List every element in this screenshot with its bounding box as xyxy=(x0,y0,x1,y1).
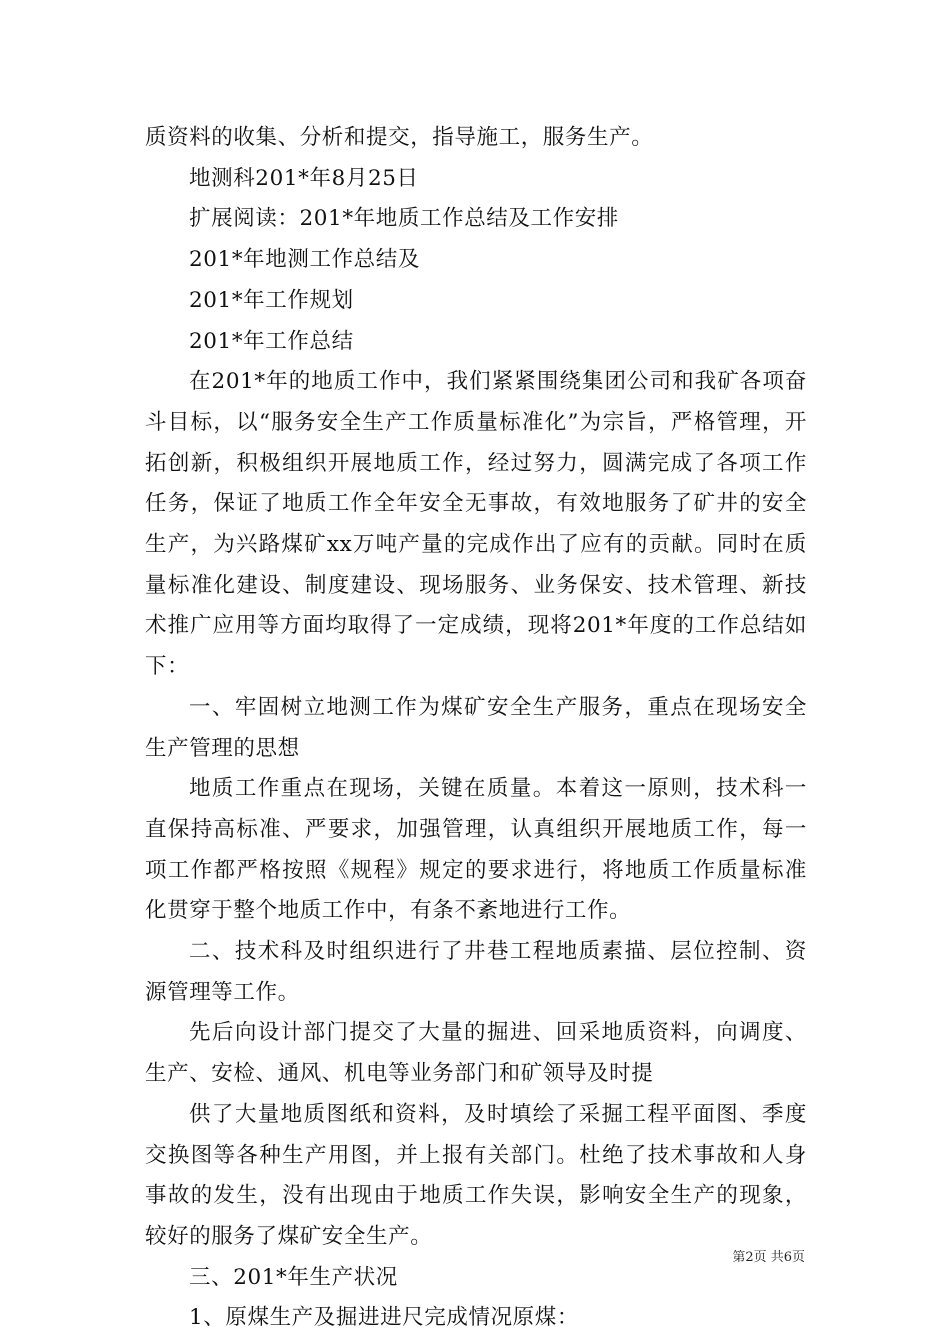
paragraph-section-2-heading: 二、技术科及时组织进行了井巷工程地质素描、层位控制、资源管理等工作。 xyxy=(145,939,807,1005)
document-body xyxy=(145,118,807,1339)
paragraph-signature: 地测科201*年8月25日 xyxy=(189,165,419,191)
paragraph-extended-reading: 扩展阅读：201*年地质工作总结及工作安排 xyxy=(189,206,619,232)
page-number-footer: 第2页 共6页 xyxy=(732,1250,805,1265)
paragraph-intro: 在201*年的地质工作中，我们紧紧围绕集团公司和我矿各项奋斗目标，以“服务安全生产工作质量标准化”为宗旨，严格管理，开拓创新，积极组织开展地质工作，经过努力，圆满完成了各项工作任务，保证了地质工作全年安全无事故，有效地服务了矿井的安全生产，为兴路煤矿xx万吨产量的完成作出了应有的贡献。同时在质量标准化建设、制度建设、现场服务、业务保安、技术管理、新技术推广应用等方面均取得了一定成绩，现将201*年度的工作总结如下： xyxy=(145,369,807,680)
paragraph-section-1-heading: 一、牢固树立地测工作为煤矿安全生产服务，重点在现场安全生产管理的思想 xyxy=(145,694,807,761)
paragraph-section-2-body-2: 供了大量地质图纸和资料，及时填绘了采掘工程平面图、季度交换图等各种生产用图，并上报有关部门。杜绝了技术事故和人身事故的发生，没有出现由于地质工作失误，影响安全生产的现象，较好的服务了煤矿安全生产。 xyxy=(145,1101,807,1249)
paragraph-continuation: 质资料的收集、分析和提交，指导施工，服务生产。 xyxy=(145,125,654,150)
paragraph-title-2: 201*年工作规划 xyxy=(189,287,354,313)
paragraph-section-1-body: 地质工作重点在现场，关键在质量。本着这一原则，技术科一直保持高标准、严要求，加强管理，认真组织开展地质工作，每一项工作都严格按照《规程》规定的要求进行，将地质工作质量标准化贯穿于整个地质工作中，有条不紊地进行工作。 xyxy=(145,776,807,924)
paragraph-section-3-heading: 三、201*年生产状况 xyxy=(189,1264,398,1290)
paragraph-section-2-body-1: 先后向设计部门提交了大量的掘进、回采地质资料，向调度、生产、安检、通风、机电等业务部门和矿领导及时提 xyxy=(145,1020,807,1087)
paragraph-section-3-item-1: 1、原煤生产及掘进进尺完成情况原煤： xyxy=(189,1305,579,1331)
paragraph-title-3: 201*年工作总结 xyxy=(189,328,354,354)
paragraph-title-1: 201*年地测工作总结及 xyxy=(189,247,420,273)
